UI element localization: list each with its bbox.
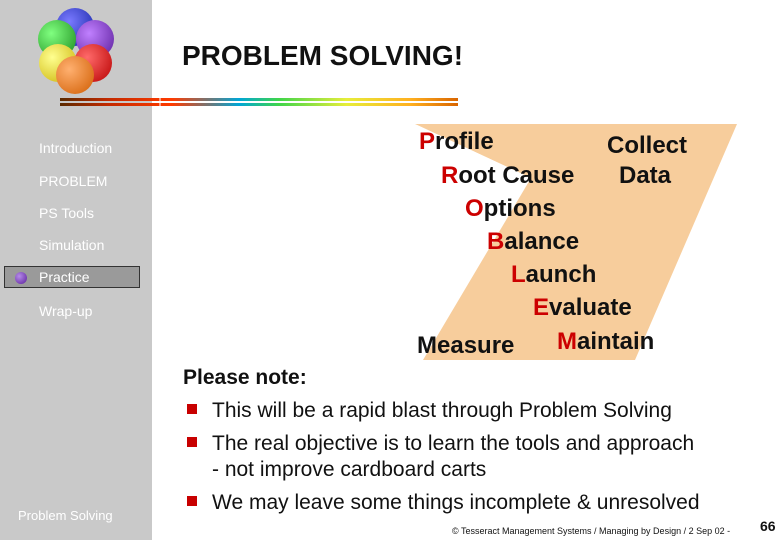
- nav-item-wrap-up[interactable]: Wrap-up: [39, 303, 93, 319]
- page-title: PROBLEM SOLVING!: [182, 40, 464, 71]
- colored-spheres-logo: [34, 8, 120, 96]
- rainbow-divider: [60, 97, 458, 109]
- note-bullet-continuation: - not improve cardboard carts: [212, 458, 487, 481]
- nav-item-practice-label: Practice: [39, 269, 90, 285]
- word-profile: Profile: [419, 128, 494, 155]
- nav-item-problem[interactable]: PROBLEM: [39, 173, 108, 189]
- sidebar: [0, 0, 152, 540]
- word-evaluate: Evaluate: [533, 294, 632, 321]
- nav-item-practice[interactable]: [4, 266, 140, 288]
- word-balance: Balance: [487, 228, 580, 255]
- word-data: Data: [619, 162, 672, 189]
- page-number: 66: [760, 518, 776, 534]
- red-square-bullet-icon: [187, 496, 197, 506]
- nav-item-simulation[interactable]: Simulation: [39, 237, 105, 253]
- note-bullet: The real objective is to learn the tools and approach: [187, 432, 694, 456]
- section-footer-label: Problem Solving: [18, 508, 113, 523]
- note-bullet: We may leave some things incomplete & unresolved: [187, 491, 700, 515]
- word-root-cause: Root Cause: [441, 162, 575, 189]
- word-collect: Collect: [607, 132, 688, 159]
- red-square-bullet-icon: [187, 437, 197, 447]
- word-launch: Launch: [511, 261, 597, 288]
- word-maintain: Maintain: [557, 328, 655, 355]
- note-heading: Please note:: [183, 366, 307, 389]
- active-bullet-icon: [15, 272, 27, 284]
- nav-item-ps-tools[interactable]: PS Tools: [39, 205, 94, 221]
- nav-item-introduction[interactable]: Introduction: [39, 140, 113, 156]
- word-options: Options: [465, 195, 556, 222]
- problem-solving-diagram: [405, 118, 745, 368]
- note-bullet: This will be a rapid blast through Problem Solving: [187, 399, 672, 423]
- red-square-bullet-icon: [187, 404, 197, 414]
- word-measure: Measure: [417, 332, 515, 359]
- copyright-footer: © Tesseract Management Systems / Managing by Design / 2 Sep 02 -: [452, 526, 731, 536]
